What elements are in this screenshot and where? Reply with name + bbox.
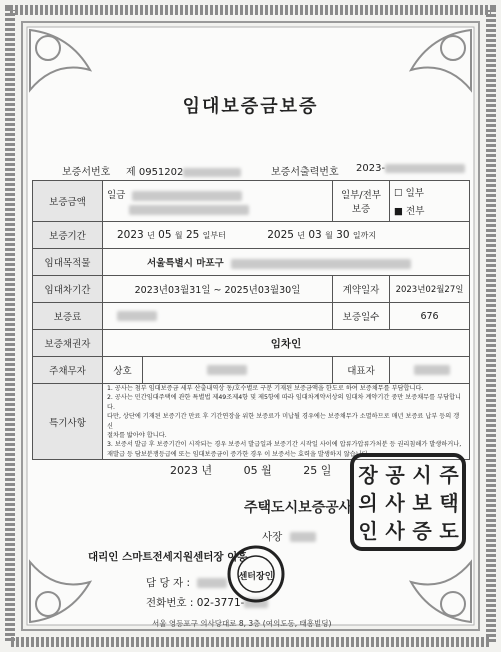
cert-number-label: 보증서번호 [62,167,111,178]
cert-number-value: 제 0951202 [126,163,241,178]
representative-value [390,357,470,384]
full-checkbox-icon: ■ [394,206,403,217]
seal-character: 공 [385,463,405,487]
period-label: 보증기간 [33,222,103,249]
seal-character: 보 [412,491,432,515]
contract-date-label: 계약일자 [333,276,390,303]
ceo-line: 사장 [262,529,316,544]
contract-date-value: 2023년02월27일 [390,276,470,303]
note-line: 재발급 등 담보분쟁등급에 또는 임대보증금이 증가한 경우 이 보증서는 효력을 발생하지 않습니다. [107,450,370,458]
guarantee-table [32,180,470,460]
debtor-label: 주채무자 [33,357,103,384]
amount-value: 일금 [103,181,333,222]
seal-character: 인 [358,519,378,543]
svg-text:센터장인: 센터장인 [238,572,274,582]
seal-character: 사 [385,491,405,515]
business-name-value [143,357,333,384]
agent-line: 대리인 스마트전세지원센터장 이흥 [88,551,248,563]
note-line: 3. 보증서 발급 후 보증기간이 시작되는 경우 보증서 발급일과 보증기간 시작일 사이에 압류가압류가처분 등 권리침해가 발생하거나, [107,441,462,449]
days-label: 보증일수 [333,303,390,330]
print-number-value: 2023- [356,163,465,174]
creditor-value: 임차인 [103,330,470,357]
lease-period-value: 2023년03월31일 ~ 2025년03월30일 [103,276,333,303]
print-number-label: 보증서출력번호 [271,167,339,178]
fee-value [103,303,333,330]
official-seal [349,452,467,552]
seal-character: 장 [358,463,378,487]
seal-character: 증 [412,519,432,543]
seal-character: 시 [412,463,432,487]
seal-character: 택 [439,491,459,515]
fee-label: 보증료 [33,303,103,330]
footer-address: 서울 영등포구 의사당대로 8, 3층 (여의도동, 태흥빌딩) [152,619,332,628]
note-line: 1. 공사는 첨부 임대보증금 세부 산출내역상 동/호수별로 구분 기재된 보증금액을 한도로 하여 보증채무를 부담합니다. [107,385,424,392]
property-value: 서울특별시 마포구 [103,249,470,276]
document-title: 임대보증금보증 [182,96,319,117]
manager-line: 담 당 자 : [146,575,227,590]
seal-character: 사 [385,519,405,543]
seal-character: 의 [358,491,378,515]
seal-character: 도 [439,519,459,543]
days-value: 676 [390,303,470,330]
amount-label: 보증금액 [33,181,103,222]
center-seal [226,544,286,604]
company-name: 주택도시보증공사 [244,500,353,516]
note-line: 절차를 밟아야 합니다. [107,432,167,440]
property-label: 임대목적물 [33,249,103,276]
seal-character: 주 [439,463,459,487]
note-line: 다만, 상단에 기재된 보증기간 만료 후 기간연장을 위한 보증료가 미납될 경우에는 보증채무가 소멸하므로 매년 보증료 납부 등의 갱신 [107,413,460,430]
representative-label: 대표자 [333,357,390,384]
partial-checkbox-icon: ☐ [394,188,403,199]
creditor-label: 보증채권자 [33,330,103,357]
period-value: 2023 년 05 월 25 일부터 2025 년 03 월 30 일까지 [103,222,470,249]
lease-period-label: 임대차기간 [33,276,103,303]
phone-line: 전화번호 : 02-3771- [146,595,268,610]
scope-label: 일부/전부 보증 [333,181,390,222]
note-line: 2. 공사는 민간임대주택에 관한 특별법 제49조제4항 및 제5항에 따라 임대차계약서상의 임대차 계약기간 중만 보증채무를 부담합니다. [107,394,462,411]
scope-options: ☐ 일부 ■ 전부 [390,181,470,222]
issue-date: 2023 년 05 월 25 일 [170,464,332,477]
special-notes [103,384,470,460]
special-notes-label: 특기사항 [33,384,103,460]
business-name-label: 상호 [103,357,143,384]
